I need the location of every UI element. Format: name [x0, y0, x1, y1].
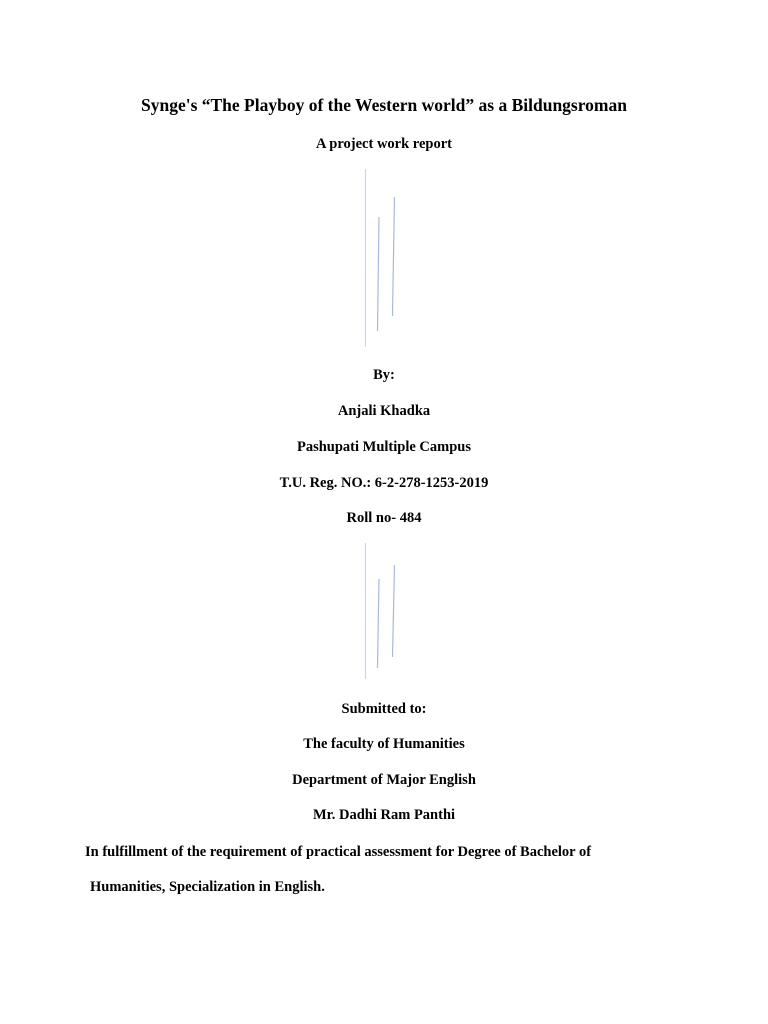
author-name: Anjali Khadka	[337, 403, 431, 419]
campus-name: Pashupati Multiple Campus	[296, 439, 472, 455]
fulfillment-statement-line-2: Humanities, Specialization in English.	[90, 879, 325, 895]
fulfillment-statement-line-1: In fulfillment of the requirement of practical assessment for Degree of Bachelor of	[85, 844, 592, 860]
decorative-lines-middle	[355, 542, 405, 682]
decorative-line	[393, 565, 395, 657]
by-label: By:	[373, 367, 395, 383]
department-name: Department of Major English	[292, 772, 476, 788]
document-title: Synge's “The Playboy of the Western world” as a Bildungsroman	[140, 95, 627, 115]
submitted-to-label: Submitted to:	[341, 701, 427, 717]
decorative-line	[393, 197, 395, 316]
decorative-line	[378, 217, 380, 331]
roll-number: Roll no- 484	[346, 510, 422, 526]
document-subtitle: A project work report	[316, 136, 452, 152]
decorative-lines-top	[355, 168, 405, 350]
decorative-line	[378, 579, 380, 668]
faculty-name: The faculty of Humanities	[303, 736, 465, 752]
supervisor-name: Mr. Dadhi Ram Panthi	[312, 807, 456, 823]
registration-number: T.U. Reg. NO.: 6-2-278-1253-2019	[279, 475, 489, 491]
